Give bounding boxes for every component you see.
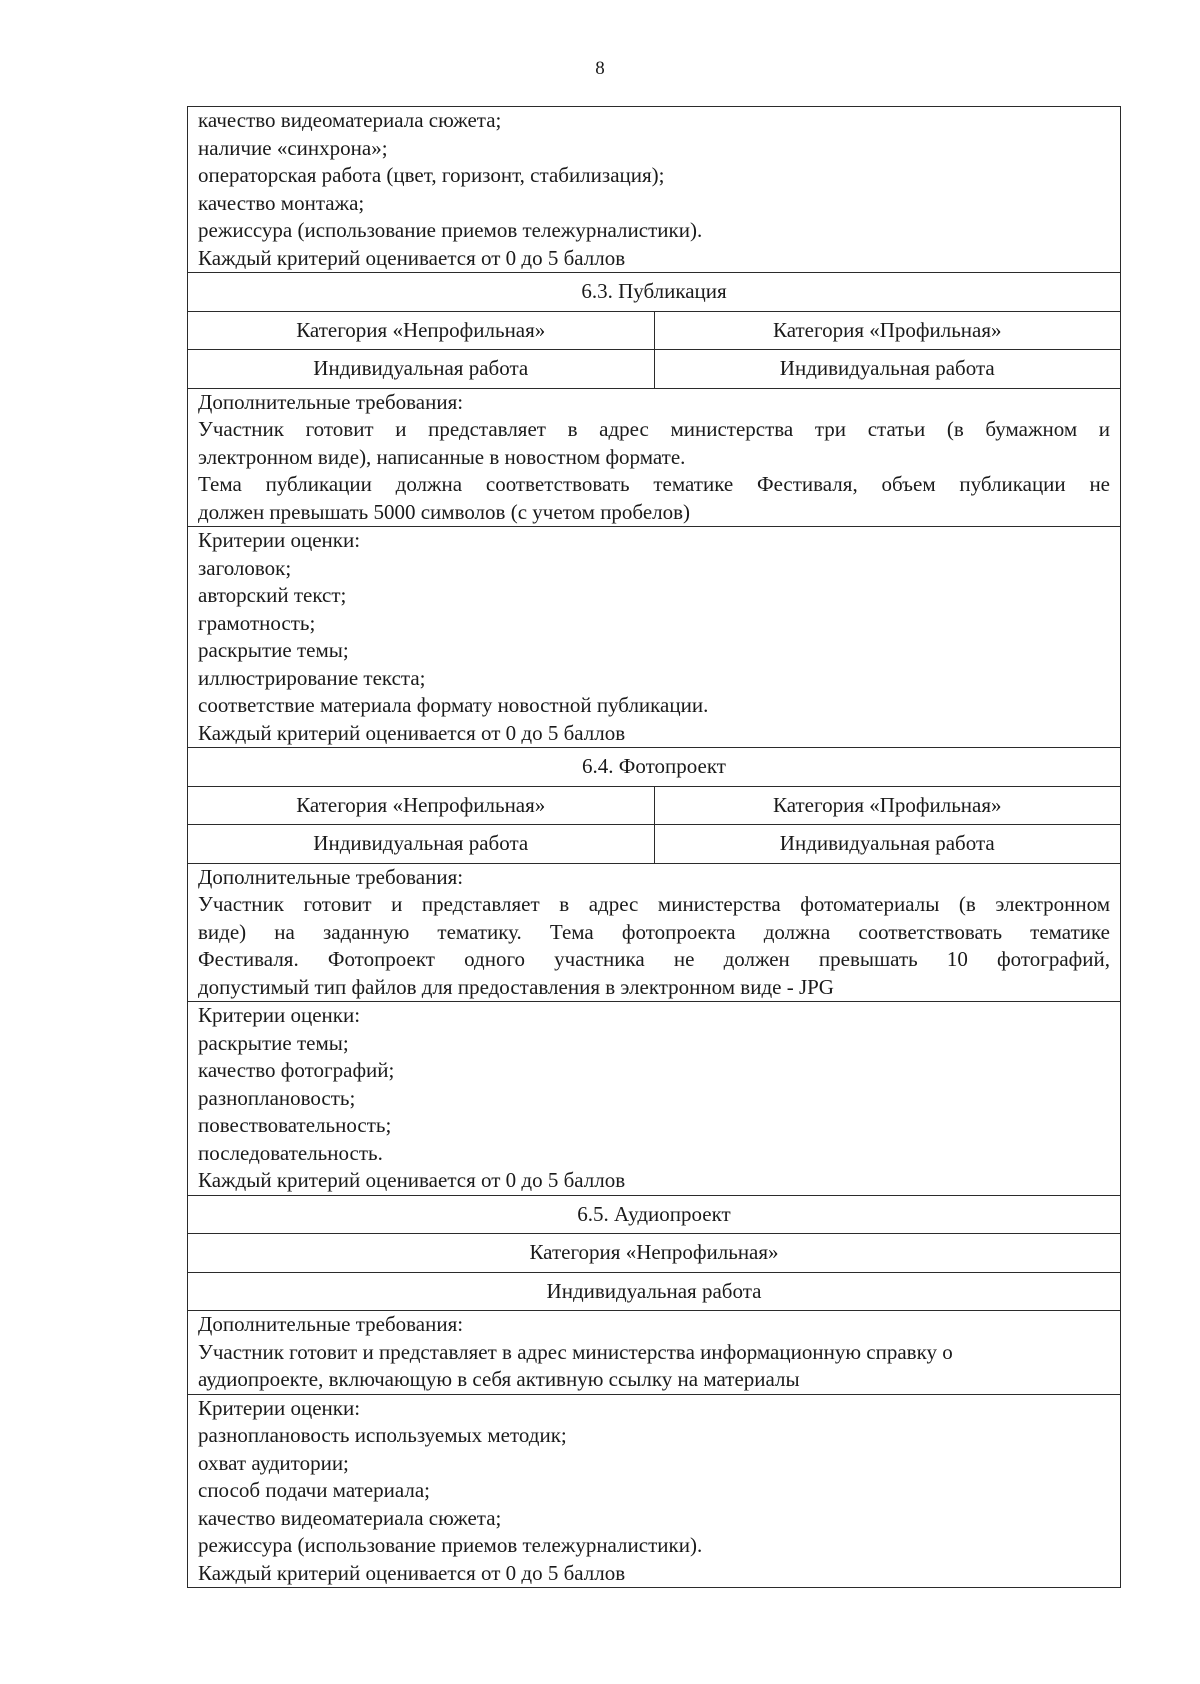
table-row [188, 863, 1121, 1002]
work-type-left: Индивидуальная работа [188, 350, 655, 389]
requirements-line: должен превышать 5000 символов (с учетом пробелов) [198, 499, 691, 524]
category-profile: Категория «Профильная» [654, 786, 1121, 825]
criteria-line: повествовательность; [198, 1113, 392, 1137]
requirements-cell [188, 388, 1121, 527]
criteria-line: заголовок; [198, 555, 292, 580]
table-row [188, 107, 1121, 273]
criteria-line: охват аудитории; [198, 1450, 349, 1475]
criteria-line: операторская работа (цвет, горизонт, стабилизация); [198, 163, 665, 187]
requirements-cell [188, 863, 1121, 1002]
table-row [188, 748, 1121, 787]
category-nonprofile: Категория «Непрофильная» [188, 311, 655, 350]
table-row [188, 273, 1121, 312]
requirements-title: Дополнительные требования: [198, 1312, 464, 1336]
intro-criteria-cell [188, 107, 1121, 273]
criteria-line: качество видеоматериала сюжета; [198, 1505, 502, 1530]
criteria-table [187, 106, 1121, 1588]
requirements-line: виде) на заданную тематику. Тема фотопроекта должна соответствовать тематике [198, 919, 1110, 944]
table-row [188, 1394, 1121, 1588]
requirements-title: Дополнительные требования: [198, 389, 464, 414]
criteria-title: Критерии оценки: [198, 1003, 361, 1027]
category-nonprofile: Категория «Непрофильная» [188, 786, 655, 825]
criteria-line: разноплановость; [198, 1085, 356, 1110]
requirements-line: Участник готовит и представляет в адрес министерства фотоматериалы (в электронном [198, 892, 1110, 916]
work-type-right: Индивидуальная работа [654, 825, 1121, 864]
criteria-line: раскрытие темы; [198, 638, 349, 662]
criteria-title: Критерии оценки: [198, 528, 361, 552]
criteria-line: режиссура (использование приемов тележурналистики). [198, 1533, 703, 1557]
section-heading-6-3: 6.3. Публикация [188, 273, 1121, 312]
section-heading-6-4: 6.4. Фотопроект [188, 748, 1121, 787]
criteria-line: способ подачи материала; [198, 1478, 430, 1502]
requirements-cell [188, 1311, 1121, 1395]
requirements-line: допустимый тип файлов для предоставления в электронном виде - JPG [198, 974, 834, 999]
requirements-line: Участник готовит и представляет в адрес министерства три статьи (в бумажном и [198, 417, 1110, 441]
criteria-cell [188, 527, 1121, 748]
requirements-line: электронном виде), написанные в новостном формате. [198, 444, 686, 469]
criteria-line: качество видеоматериала сюжета; [198, 108, 502, 132]
table-row [188, 388, 1121, 527]
criteria-line: качество монтажа; [198, 190, 365, 215]
category-nonprofile: Категория «Непрофильная» [188, 1234, 1121, 1273]
criteria-line: последовательность. [198, 1140, 383, 1165]
criteria-line: качество фотографий; [198, 1058, 395, 1082]
criteria-line: Каждый критерий оценивается от 0 до 5 баллов [198, 720, 626, 745]
table-row [188, 1272, 1121, 1311]
criteria-line: авторский текст; [198, 583, 347, 607]
criteria-line: Каждый критерий оценивается от 0 до 5 баллов [198, 1168, 626, 1192]
table-row [188, 311, 1121, 350]
criteria-line: раскрытие темы; [198, 1030, 349, 1055]
table-row [188, 786, 1121, 825]
requirements-line: Фестиваля. Фотопроект одного участника не должен превышать 10 фотографий, [198, 947, 1110, 971]
criteria-line: Каждый критерий оценивается от 0 до 5 баллов [198, 1560, 626, 1585]
work-type-right: Индивидуальная работа [654, 350, 1121, 389]
criteria-line: Каждый критерий оценивается от 0 до 5 баллов [198, 245, 626, 270]
table-row [188, 825, 1121, 864]
table-row [188, 1195, 1121, 1234]
category-profile: Категория «Профильная» [654, 311, 1121, 350]
section-heading-6-5: 6.5. Аудиопроект [188, 1195, 1121, 1234]
table-row [188, 350, 1121, 389]
criteria-line: иллюстрирование текста; [198, 665, 426, 690]
criteria-line: режиссура (использование приемов тележурналистики). [198, 218, 703, 242]
work-type: Индивидуальная работа [188, 1272, 1121, 1311]
criteria-line: грамотность; [198, 610, 316, 635]
criteria-title: Критерии оценки: [198, 1395, 361, 1420]
requirements-line: аудиопроекте, включающую в себя активную ссылку на материалы [198, 1367, 800, 1391]
table-row [188, 1234, 1121, 1273]
requirements-title: Дополнительные требования: [198, 864, 464, 889]
criteria-line: наличие «синхрона»; [198, 135, 388, 160]
requirements-line: Участник готовит и представляет в адрес министерства информационную справку о [198, 1339, 953, 1364]
criteria-line: соответствие материала формату новостной публикации. [198, 693, 709, 717]
table-row [188, 1311, 1121, 1395]
work-type-left: Индивидуальная работа [188, 825, 655, 864]
criteria-cell [188, 1394, 1121, 1588]
table-row [188, 527, 1121, 748]
requirements-line: Тема публикации должна соответствовать тематике Фестиваля, объем публикации не [198, 472, 1110, 496]
page-number: 8 [595, 58, 605, 79]
table-row [188, 1002, 1121, 1196]
criteria-cell [188, 1002, 1121, 1196]
criteria-line: разноплановость используемых методик; [198, 1423, 567, 1447]
